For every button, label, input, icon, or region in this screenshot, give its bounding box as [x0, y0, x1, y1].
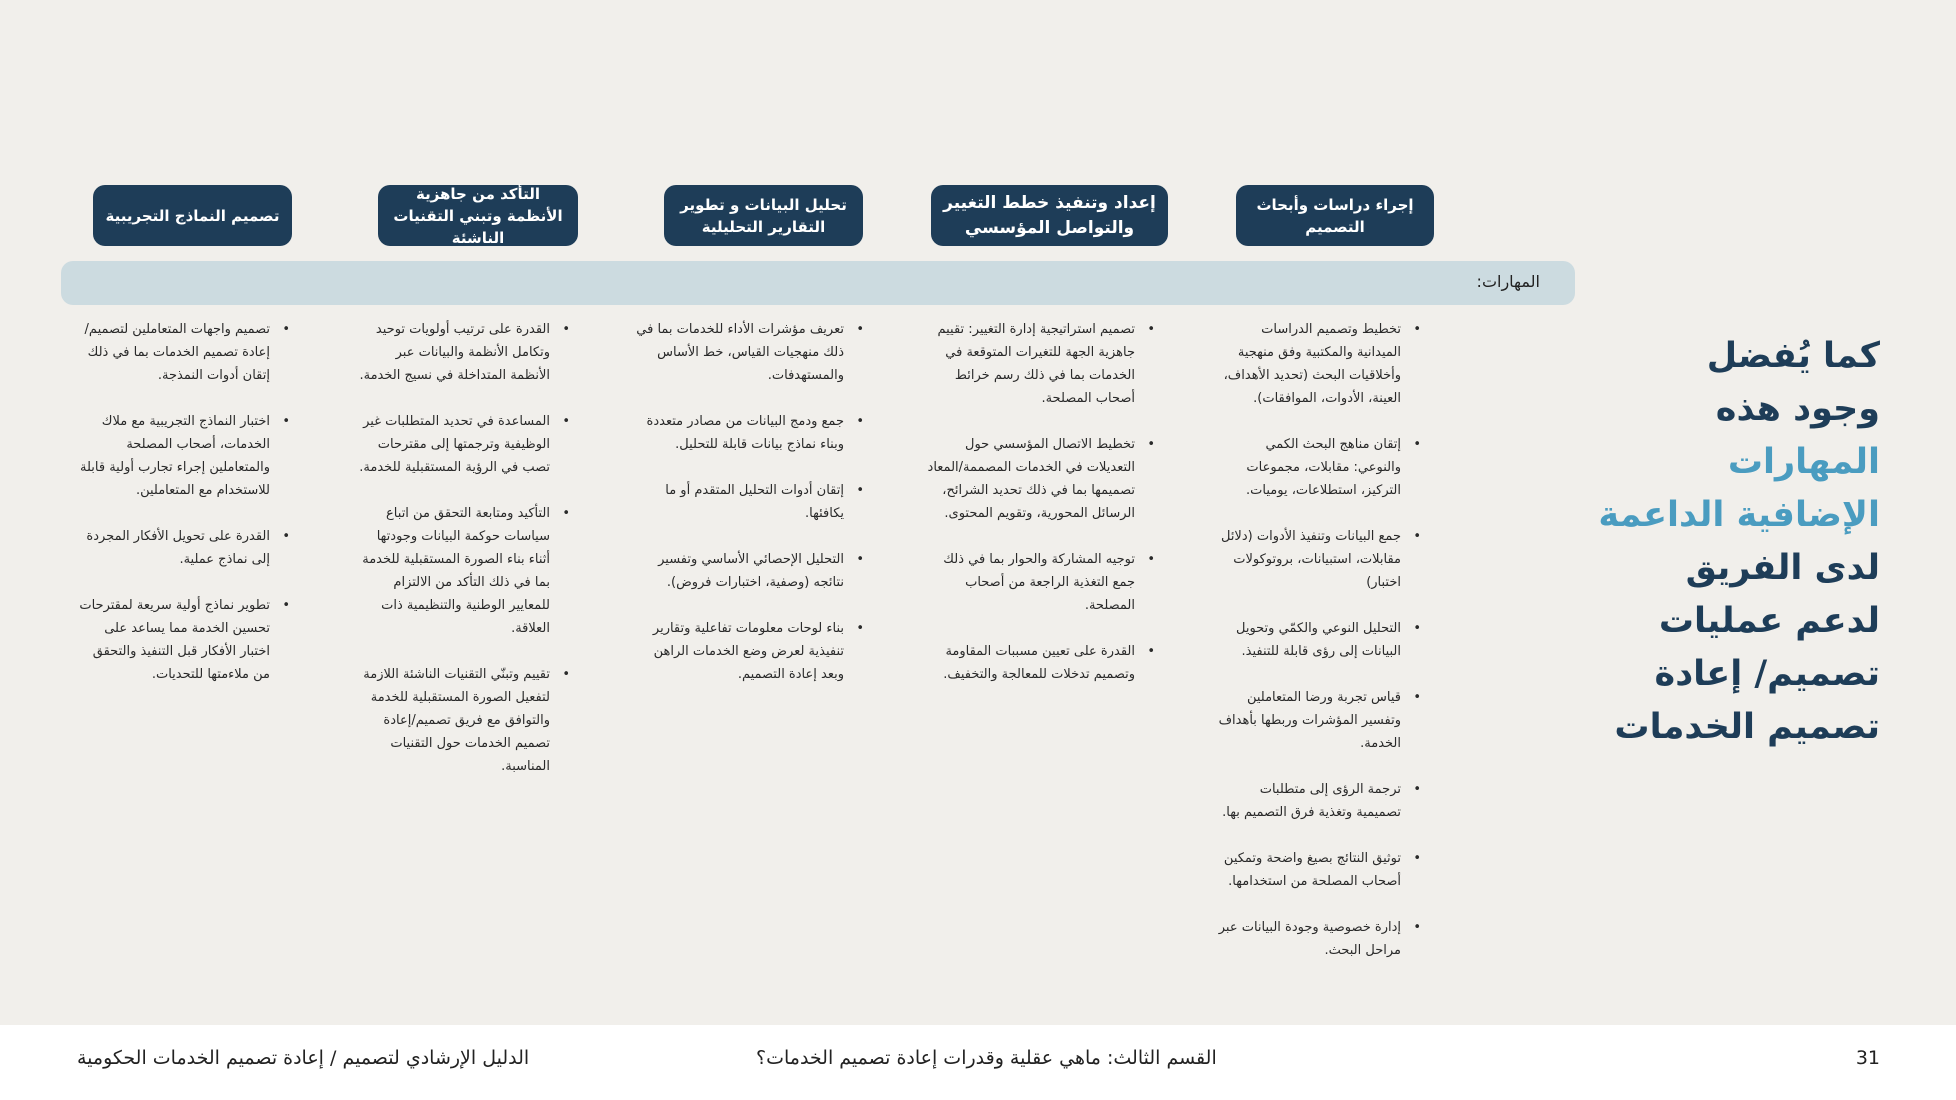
column-title-design-research: إجراء دراسات وأبحاث التصميم	[1236, 185, 1434, 246]
heading-line: لدى الفريق	[1685, 548, 1880, 588]
heading-line: تصميم الخدمات	[1614, 707, 1880, 747]
list-item: • تصميم واجهات المتعاملين لتصميم/ إعادة تصميم الخدمات بما في ذلك إتقان أدوات النمذجة.	[74, 318, 292, 387]
skills-bar	[61, 261, 1575, 305]
list-item: • التأكيد ومتابعة التحقق من اتباع سياسات حوكمة البيانات وجودتها أثناء بناء الصورة المستقبلية للخدمة بما في ذلك التأكد من الالتزام للمعايير الوطنية والتنظيمية ذات العلاقة.	[356, 502, 572, 640]
list-item: • التحليل النوعي والكمّي وتحويل البيانات إلى رؤى قابلة للتنفيذ.	[1218, 617, 1423, 663]
list-item: • بناء لوحات معلومات تفاعلية وتقارير تنفيذية لعرض وضع الخدمات الراهن وبعد إعادة التصميم.	[636, 617, 866, 686]
heading-line: لدعم عمليات	[1658, 601, 1880, 641]
guide-title: الدليل الإرشادي لتصميم / إعادة تصميم الخدمات الحكومية	[77, 1047, 530, 1069]
list-item: • تخطيط الاتصال المؤسسي حول التعديلات في الخدمات المصممة/المعاد تصميمها بما في ذلك تحديد الشرائح، الرسائل المحورية، وتقويم المحتوى.	[925, 433, 1157, 525]
skills-list-prototyping	[74, 318, 292, 709]
list-item: • قياس تجربة ورضا المتعاملين وتفسير المؤشرات وربطها بأهداف الخدمة.	[1218, 686, 1423, 755]
column-title-change-management: إعداد وتنفيذ خطط التغيير والتواصل المؤسسي	[931, 185, 1168, 246]
page-heading	[1580, 330, 1880, 754]
heading-line: وجود هذه	[1715, 389, 1880, 429]
list-item: • جمع ودمج البيانات من مصادر متعددة وبناء نماذج بيانات قابلة للتحليل.	[636, 410, 866, 456]
list-item: • المساعدة في تحديد المتطلبات غير الوظيفية وترجمتها إلى مقترحات تصب في الرؤية المستقبلية للخدمة.	[356, 410, 572, 479]
list-item: • إتقان مناهج البحث الكمي والنوعي: مقابلات، مجموعات التركيز، استطلاعات، يوميات.	[1218, 433, 1423, 502]
list-item: • التحليل الإحصائي الأساسي وتفسير نتائجه (وصفية، اختبارات فروض).	[636, 548, 866, 594]
section-title: القسم الثالث: ماهي عقلية وقدرات إعادة تصميم الخدمات؟	[756, 1047, 1217, 1069]
list-item: • جمع البيانات وتنفيذ الأدوات (دلائل مقابلات، استبيانات، بروتوكولات اختبار)	[1218, 525, 1423, 594]
page-footer	[0, 1025, 1956, 1100]
list-item: • تقييم وتبنّي التقنيات الناشئة اللازمة لتفعيل الصورة المستقبلية للخدمة والتوافق مع فريق تصميم/إعادة تصميم الخدمات حول التقنيات المناسبة.	[356, 663, 572, 778]
list-item: • تعريف مؤشرات الأداء للخدمات بما في ذلك منهجيات القياس، خط الأساس والمستهدفات.	[636, 318, 866, 387]
skills-list-change-management	[925, 318, 1157, 709]
column-title-data-analysis: تحليل البيانات و تطوير التقارير التحليلية	[664, 185, 863, 246]
heading-line-accent: المهارات	[1727, 442, 1880, 482]
list-item: • القدرة على تحويل الأفكار المجردة إلى نماذج عملية.	[74, 525, 292, 571]
list-item: • إدارة خصوصية وجودة البيانات عبر مراحل البحث.	[1218, 916, 1423, 962]
list-item: • تطوير نماذج أولية سريعة لمقترحات تحسين الخدمة مما يساعد على اختبار الأفكار قبل التنفيذ والتحقق من ملاءمتها للتحديات.	[74, 594, 292, 686]
skills-label: المهارات:	[1476, 272, 1540, 291]
list-item: • القدرة على ترتيب أولويات توحيد وتكامل الأنظمة والبيانات عبر الأنظمة المتداخلة في نسيج الخدمة.	[356, 318, 572, 387]
heading-line: تصميم/ إعادة	[1654, 654, 1880, 694]
list-item: • ترجمة الرؤى إلى متطلبات تصميمية وتغذية فرق التصميم بها.	[1218, 778, 1423, 824]
list-item: • تخطيط وتصميم الدراسات الميدانية والمكتبية وفق منهجية وأخلاقيات البحث (تحديد الأهداف، العينة، الأدوات، الموافقات).	[1218, 318, 1423, 410]
page-number: 31	[1855, 1047, 1880, 1069]
heading-line-accent: الإضافية الداعمة	[1598, 495, 1880, 535]
skills-list-design-research	[1218, 318, 1423, 985]
skills-list-systems-readiness	[356, 318, 572, 801]
list-item: • تصميم استراتيجية إدارة التغيير: تقييم جاهزية الجهة للتغيرات المتوقعة في الخدمات بما في ذلك رسم خرائط أصحاب المصلحة.	[925, 318, 1157, 410]
list-item: • توثيق النتائج بصيغ واضحة وتمكين أصحاب المصلحة من استخدامها.	[1218, 847, 1423, 893]
list-item: • توجيه المشاركة والحوار بما في ذلك جمع التغذية الراجعة من أصحاب المصلحة.	[925, 548, 1157, 617]
column-title-systems-readiness: التأكد من جاهزية الأنظمة وتبني التقنيات الناشئة	[378, 185, 578, 246]
list-item: • القدرة على تعيين مسببات المقاومة وتصميم تدخلات للمعالجة والتخفيف.	[925, 640, 1157, 686]
list-item: • اختبار النماذج التجريبية مع ملاك الخدمات، أصحاب المصلحة والمتعاملين إجراء تجارب أولية قابلة للاستخدام مع المتعاملين.	[74, 410, 292, 502]
list-item: • إتقان أدوات التحليل المتقدم أو ما يكافئها.	[636, 479, 866, 525]
heading-line: كما يُفضل	[1706, 336, 1880, 376]
column-title-prototyping: تصميم النماذج التجريبية	[93, 185, 292, 246]
skills-list-data-analysis	[636, 318, 866, 709]
